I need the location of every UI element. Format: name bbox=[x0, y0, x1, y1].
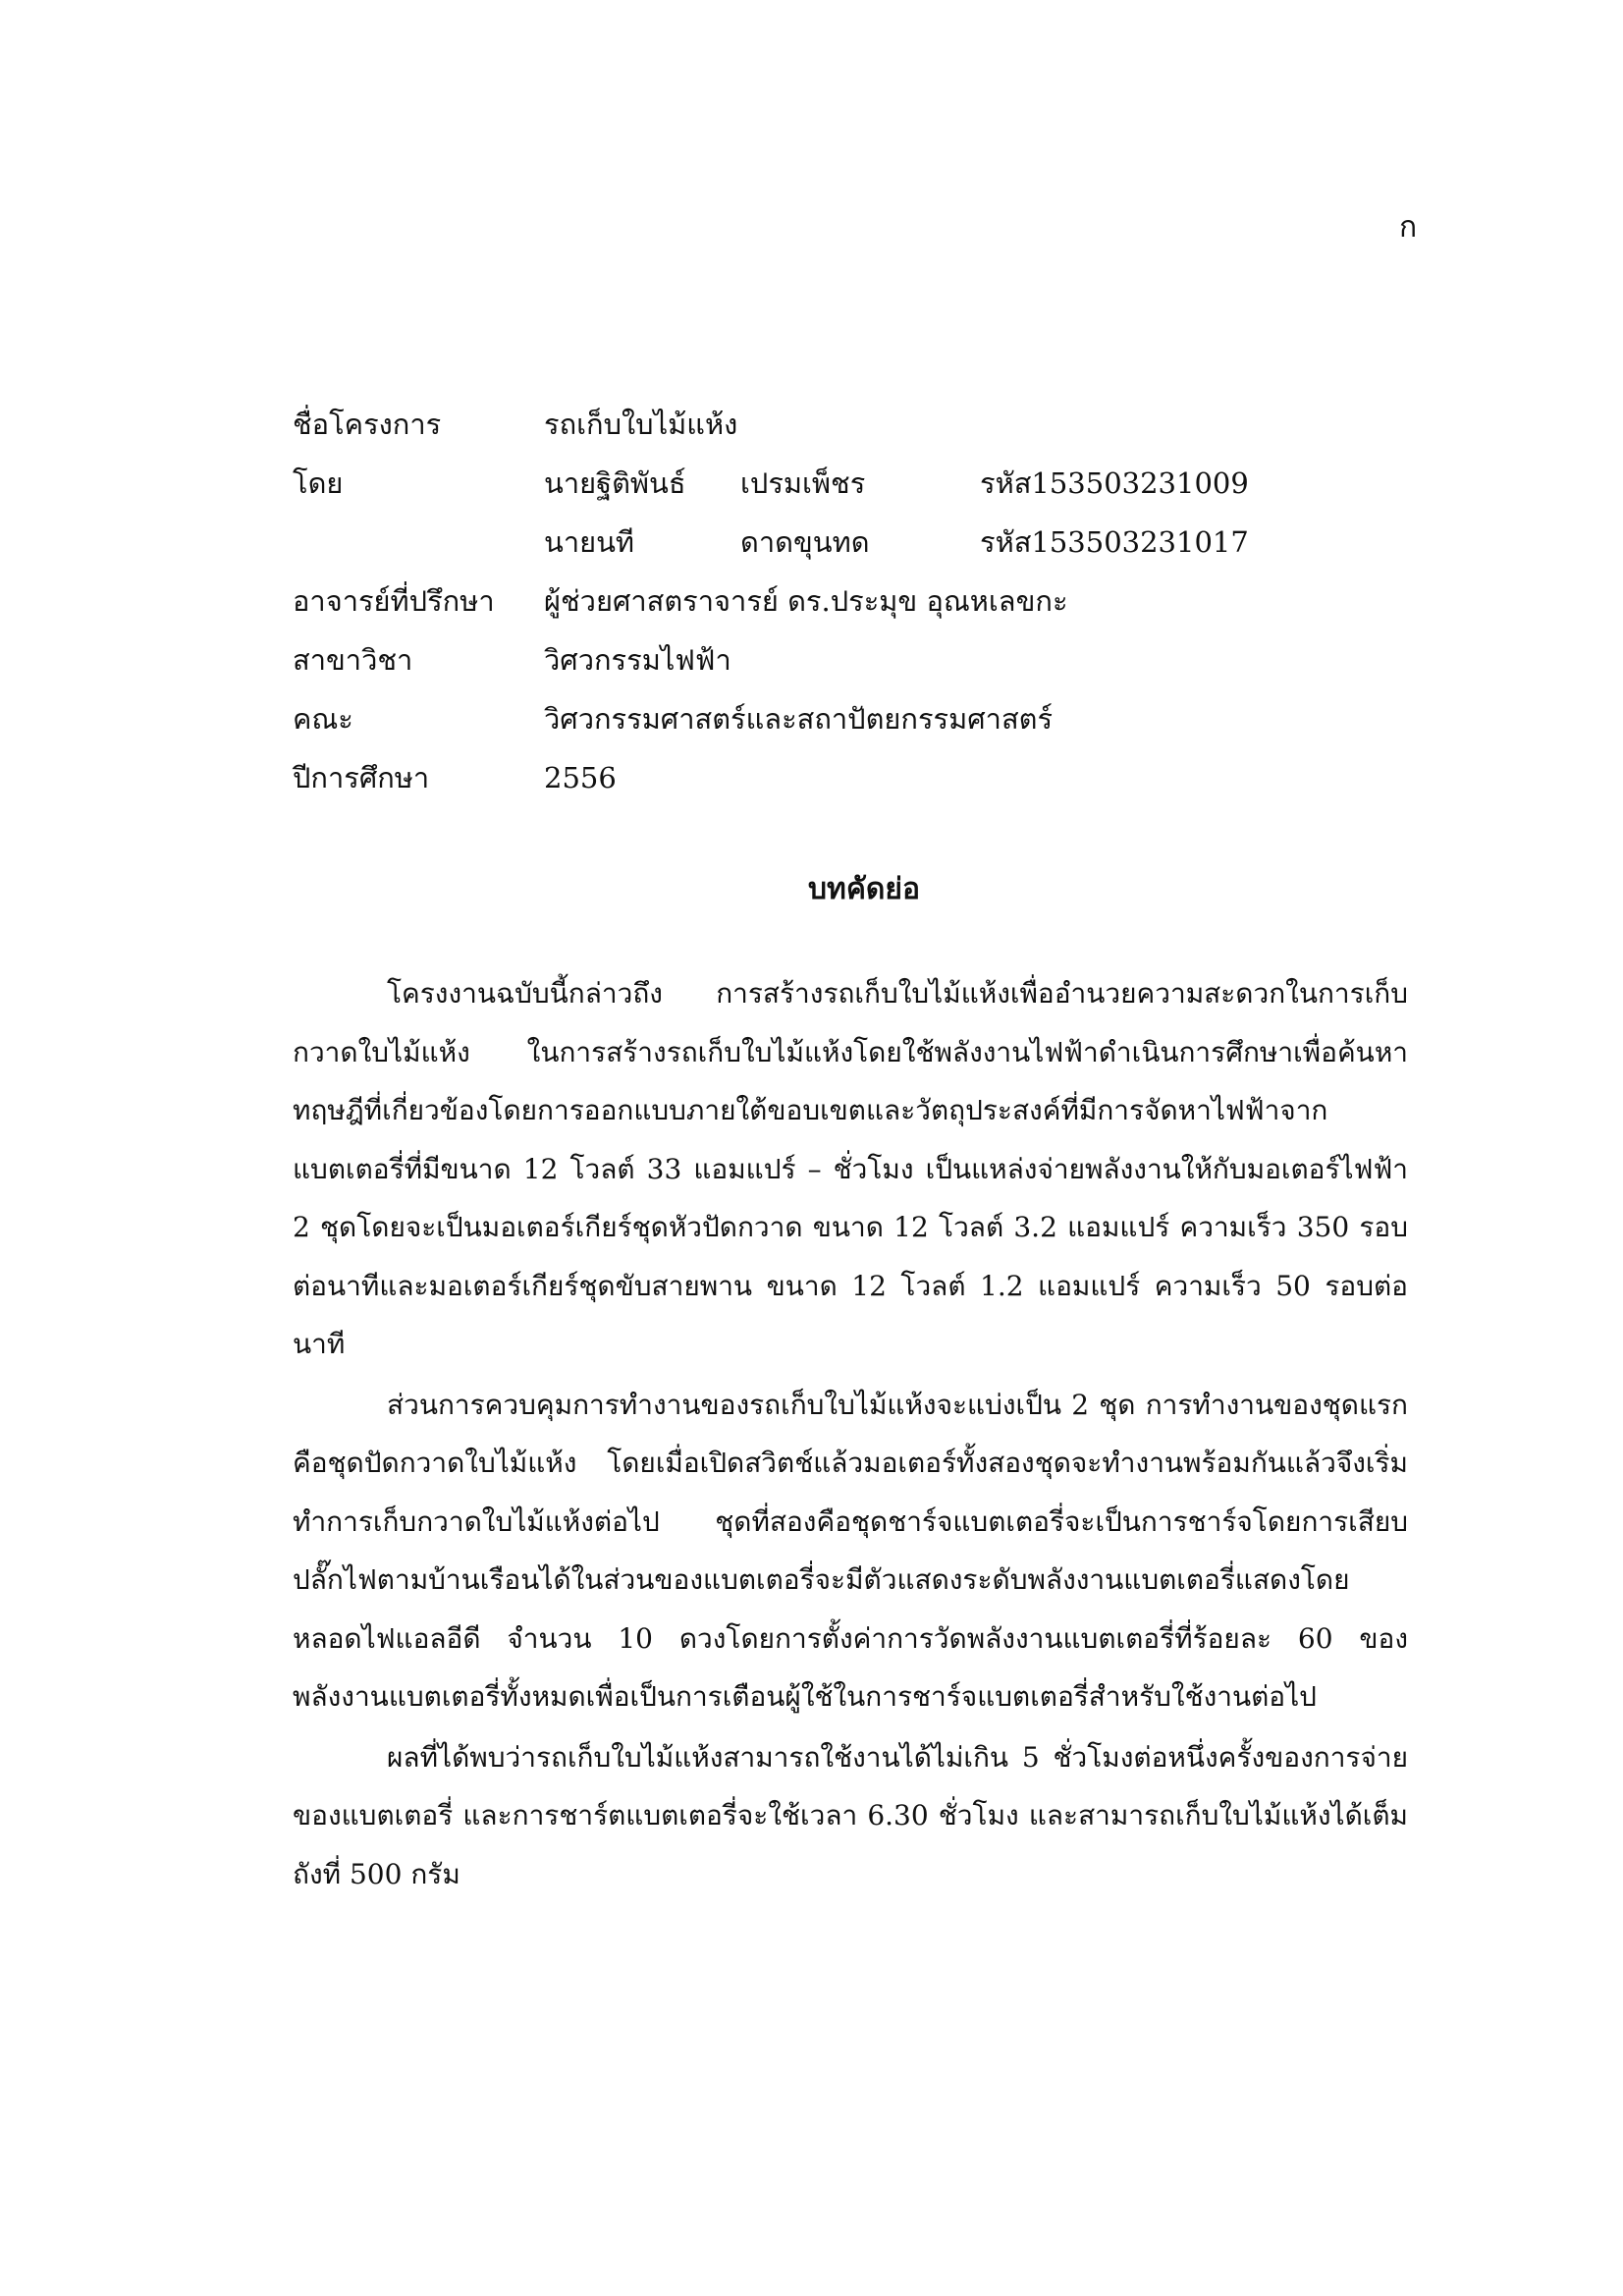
author-student-id: รหัส153503231017 bbox=[980, 525, 1249, 559]
abstract-paragraph: โครงงานฉบับนี้กล่าวถึง การสร้างรถเก็บใบไม้แห้งเพื่ออำนวยความสะดวกในการเก็บกวาดใบไม้แห้ง ในการสร้างรถเก็บใบไม้แห้งโดยใช้พลังงานไฟฟ้าดำเนินการศึกษาเพื่อค้นหาทฤษฎีที่เกี่ยวข้องโดยการออกแบบภายใต้ขอบเขตและวัตถุประสงค์ที่มีการจัดหาไฟฟ้าจากแบตเตอรี่ที่มีขนาด 12 โวลต์ 33 แอมแปร์ – ชั่วโมง เป็นแหล่งจ่ายพลังงานให้กับมอเตอร์ไฟฟ้า 2 ชุดโดยจะเป็นมอเตอร์เกียร์ชุดหัวปัดกวาด ขนาด 12 โวลต์ 3.2 แอมแปร์ ความเร็ว 350 รอบต่อนาทีและมอเตอร์เกียร์ชุดขับสายพาน ขนาด 12 โวลต์ 1.2 แอมแปร์ ความเร็ว 50 รอบต่อนาที bbox=[293, 977, 1408, 1360]
year-label: ปีการศึกษา bbox=[293, 761, 430, 794]
advisor-label: อาจารย์ที่ปรึกษา bbox=[293, 584, 495, 618]
abstract-paragraph: ผลที่ได้พบว่ารถเก็บใบไม้แห้งสามารถใช้งานได้ไม่เกิน 5 ชั่วโมงต่อหนึ่งครั้งของการจ่ายของแบตเตอรี่ และการชาร์ตแบตเตอรี่จะใช้เวลา 6.30 ชั่วโมง และสามารถเก็บใบไม้แห้งได้เต็มถังที่ 500 กรัม bbox=[293, 1740, 1408, 1890]
author-student-id: รหัส153503231009 bbox=[980, 466, 1249, 500]
faculty-label: คณะ bbox=[293, 702, 353, 736]
author-last-name: เปรมเพ็ชร bbox=[740, 466, 866, 500]
page-number: ก bbox=[1399, 210, 1418, 245]
advisor-value: ผู้ช่วยศาสตราจารย์ ดร.ประมุข อุณหเลขกะ bbox=[544, 584, 1068, 618]
abstract-body bbox=[293, 964, 1408, 1905]
major-label: สาขาวิชา bbox=[293, 643, 413, 677]
author-first-name: นายฐิติพันธ์ bbox=[544, 466, 686, 500]
faculty-value: วิศวกรรมศาสตร์และสถาปัตยกรรมศาสตร์ bbox=[544, 702, 1054, 736]
by-label: โดย bbox=[293, 466, 344, 500]
abstract-heading: บทคัดย่อ bbox=[808, 872, 920, 906]
author-first-name: นายนที bbox=[544, 525, 635, 559]
project-name-label: ชื่อโครงการ bbox=[293, 408, 442, 441]
author-last-name: ดาดขุนทด bbox=[740, 525, 870, 559]
project-name-value: รถเก็บใบไม้แห้ง bbox=[544, 408, 738, 441]
abstract-paragraph: ส่วนการควบคุมการทำงานของรถเก็บใบไม้แห้งจะแบ่งเป็น 2 ชุด การทำงานของชุดแรกคือชุดปัดกวาดใบไม้แห้ง โดยเมื่อเปิดสวิตช์แล้วมอเตอร์ทั้งสองชุดจะทำงานพร้อมกันแล้วจึงเริ่มทำการเก็บกวาดใบไม้แห้งต่อไป ชุดที่สองคือชุดชาร์จแบตเตอรี่จะเป็นการชาร์จโดยการเสียบปลั๊กไฟตามบ้านเรือนได้ในส่วนของแบตเตอรี่จะมีตัวแสดงระดับพลังงานแบตเตอรี่แสดงโดยหลอดไฟแอลอีดี จำนวน 10 ดวงโดยการตั้งค่าการวัดพลังงานแบตเตอรี่ที่ร้อยละ 60 ของพลังงานแบตเตอรี่ทั้งหมดเพื่อเป็นการเตือนผู้ใช้ในการชาร์จแบตเตอรี่สำหรับใช้งานต่อไป bbox=[293, 1388, 1408, 1713]
year-value: 2556 bbox=[544, 761, 617, 794]
major-value: วิศวกรรมไฟฟ้า bbox=[544, 643, 731, 677]
